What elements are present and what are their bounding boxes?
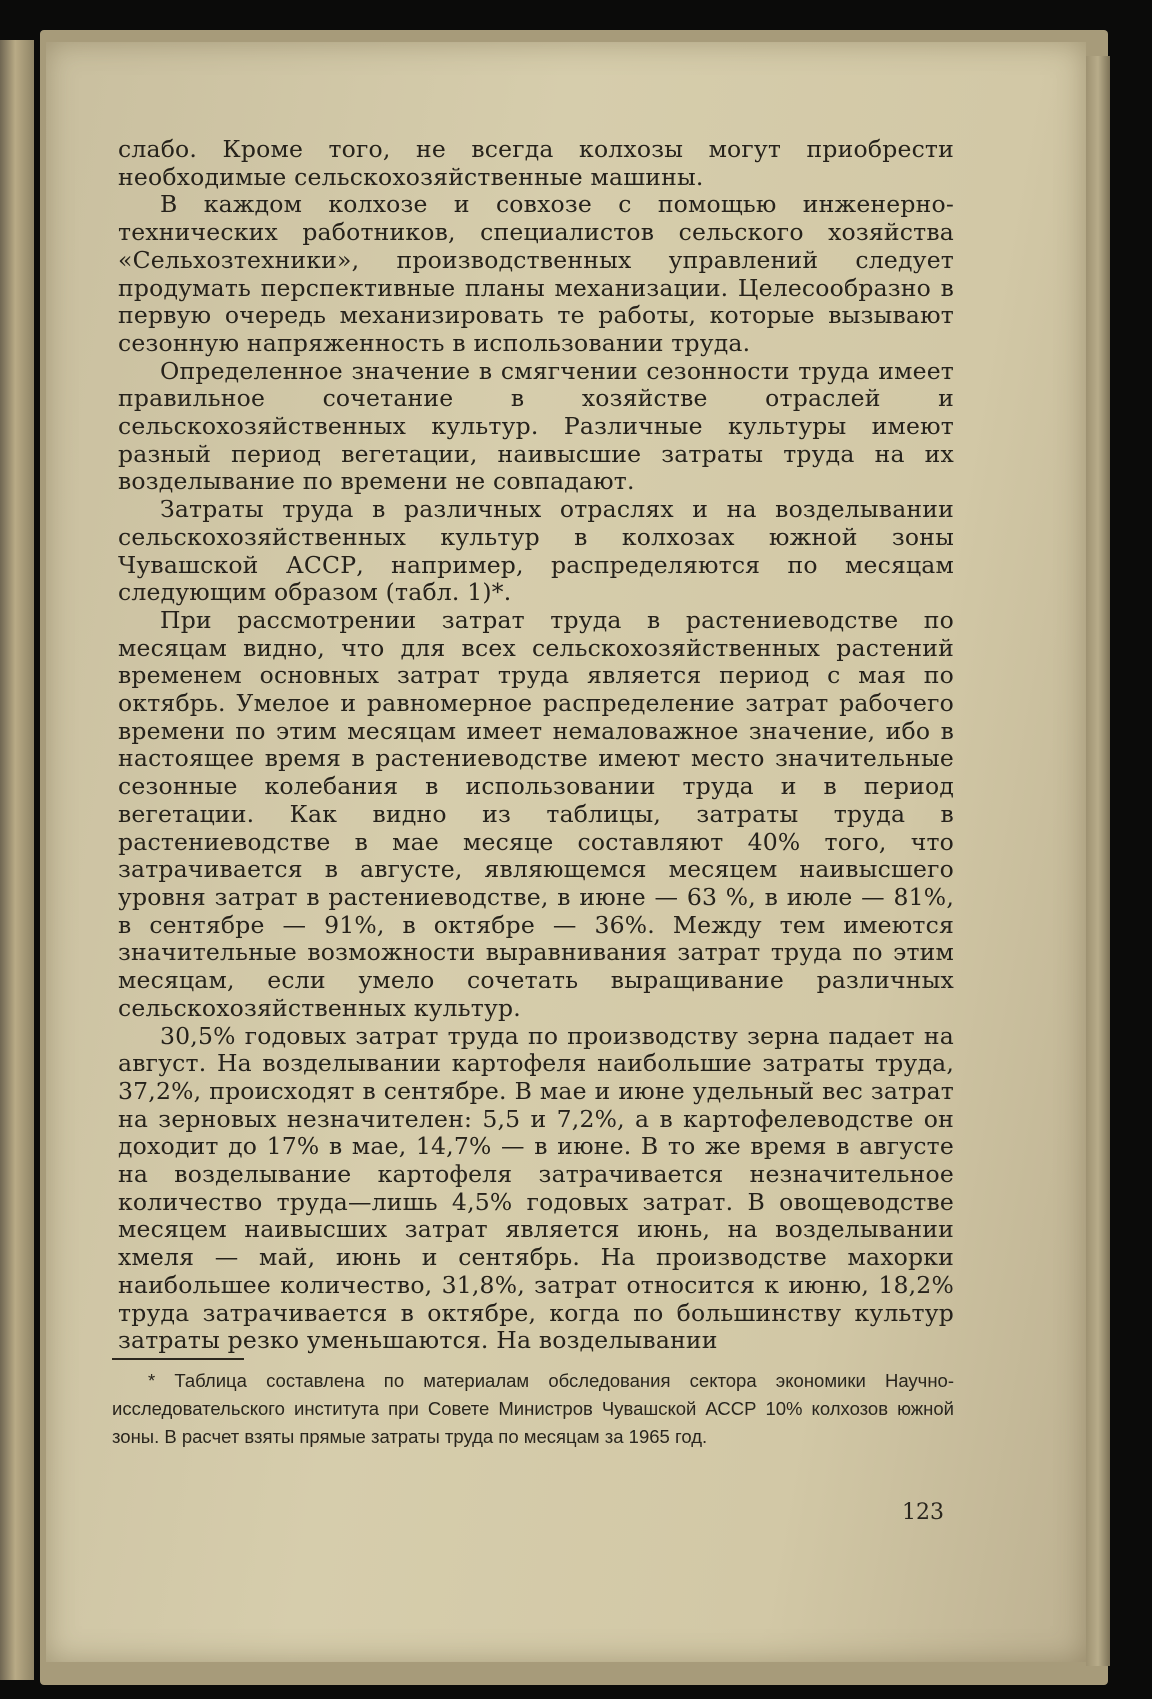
paragraph-2: В каждом колхозе и совхозе с помощью инженерно-технических работников, специалистов сельского хозяйства «Сельхозтехники», производственных управлений следует продумать перспективные планы механизации. Целесообразно в первую очередь механизировать те работы, которые вызывают сезонную напряженность в использовании труда. [118, 190, 954, 357]
paragraph-4: Затраты труда в различных отраслях и на возделывании сельскохозяйственных культур в колхозах южной зоны Чувашской АССР, например, распределяются по месяцам следующим образом (табл. 1)*. [118, 495, 954, 607]
page-number: 123 [902, 1500, 944, 1525]
paragraph-3: Определенное значение в смягчении сезонности труда имеет правильное сочетание в хозяйстве отраслей и сельскохозяйственных культур. Различные культуры имеют разный период вегетации, наивысшие затраты труда на их возделывание по времени не совпадают. [118, 356, 954, 496]
footnote: * Таблица составлена по материалам обследования сектора экономики Научно-исследовательского института при Совете Министров Чувашской АССР 10% колхозов южной зоны. В расчет взяты прямые затраты труда по месяцам за 1965 год. [112, 1370, 954, 1447]
paragraph-5: При рассмотрении затрат труда в растениеводстве по месяцам видно, что для всех сельскохозяйственных растений временем основных затрат труда является период с мая по октябрь. Умелое и равномерное распределение затрат рабочего времени по этим месяцам имеет немаловажное значение, ибо в настоящее время в растениеводстве имеют место значительные сезонные колебания в использовании труда и в период вегетации. Как видно из таблицы, затраты труда в растениеводстве в мае месяце составляют 40% того, что затрачивается в августе, являющемся месяцем наивысшего уровня затрат в растениеводстве, в июне — 63 %, в июле — 81%, в сентябре — 91%, в октябре — 36%. Между тем имеются значительные возможности выравнивания затрат труда по этим месяцам, если умело сочетать выращивание различных сельскохозяйственных культур. [118, 605, 954, 1022]
footnote-separator [112, 1358, 244, 1360]
book-spine [0, 40, 34, 1680]
paragraph-6: 30,5% годовых затрат труда по производству зерна падает на август. На возделывании картофеля наибольшие затраты труда, 37,2%, происходят в сентябре. В мае и июне удельный вес затрат на зерновых незначителен: 5,5 и 7,2%, а в картофелеводстве он доходит до 17% в мае, 14,7% — в июне. В то же время в августе на возделывание картофеля затрачивается незначительное количество труда—лишь 4,5% годовых затрат. В овощеводстве месяцем наивысших затрат является июнь, на возделывании хмеля — май, июнь и сентябрь. На производстве махорки наибольшее количество, 31,8%, затрат относится к июню, 18,2% труда затрачивается в октябре, когда по большинству культур затраты резко уменьшаются. На возделывании [118, 1021, 954, 1355]
page-stack-edge [1086, 56, 1110, 1666]
paragraph-1: слабо. Кроме того, не всегда колхозы могут приобрести необходимые сельскохозяйственные машины. [118, 135, 954, 191]
body-text [118, 136, 954, 1355]
